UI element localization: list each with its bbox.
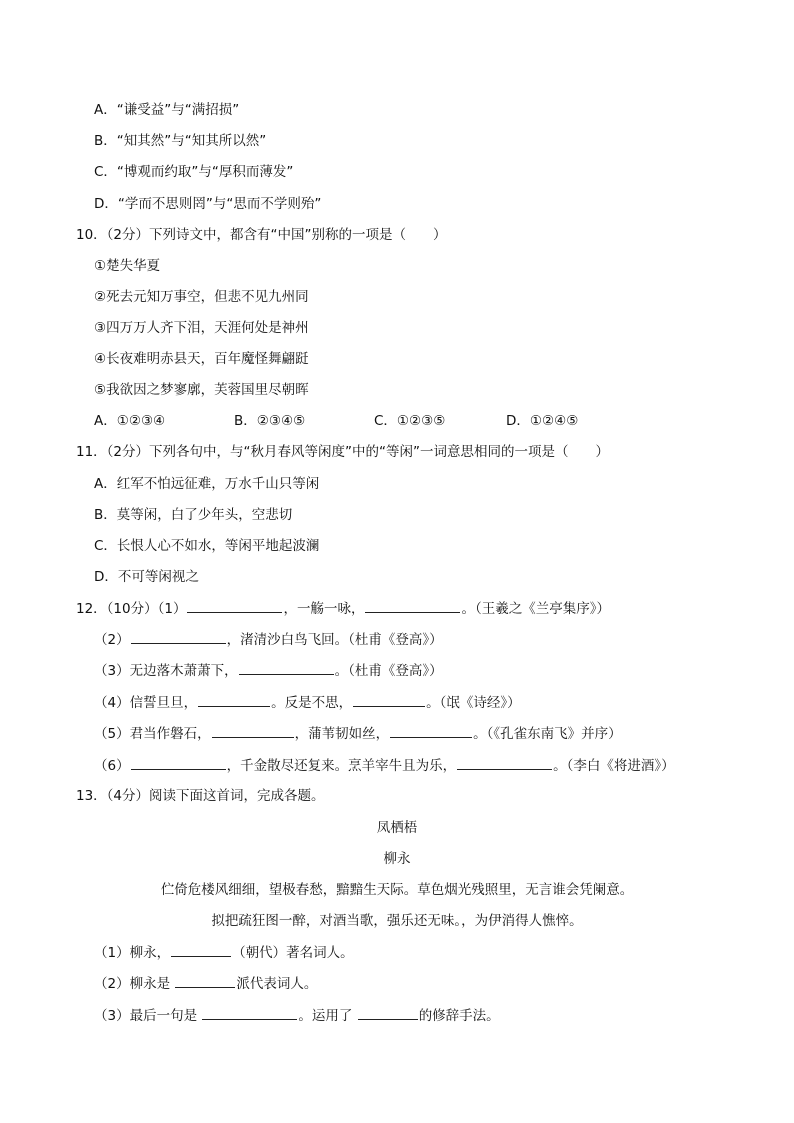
answer-blank[interactable] [239, 660, 334, 675]
answer-blank[interactable] [202, 1005, 297, 1020]
q12-line-4 [94, 692, 521, 712]
poem-verse-1: 伫倚危楼风细细，望极春愁，黯黯生天际。草色烟光残照里，无言谁会凭阑意。 [160, 882, 634, 898]
q10-option-c: C．①②③⑤ [374, 413, 446, 429]
answer-blank[interactable] [187, 598, 282, 613]
q10-option-b: B．②③④⑤ [234, 413, 306, 429]
q10-stem: 10．（2分）下列诗文中，都含有“中国”别称的一项是（ ） [76, 227, 447, 243]
answer-blank[interactable] [358, 1005, 418, 1020]
q12-l5-mid: ，蒲苇韧如丝， [294, 726, 390, 742]
q11-option-a: A．红军不怕远征难，万水千山只等闲 [94, 476, 320, 492]
q13-sub-3 [94, 1005, 500, 1025]
answer-blank[interactable] [131, 629, 226, 644]
q10-item-5: ⑤我欲因之梦寥廓，芙蓉国里尽朝晖 [94, 382, 309, 398]
answer-blank[interactable] [212, 723, 294, 738]
q13-sub-2 [94, 973, 317, 993]
q12-l3-prefix: （3）无边落木萧萧下， [94, 663, 238, 679]
answer-blank[interactable] [457, 755, 552, 770]
q9-option-d: D．“学而不思则罔”与“思而不学则殆” [94, 196, 322, 212]
q10-item-1: ①楚失华夏 [94, 258, 161, 274]
q10-item-4: ④长夜难明赤县天，百年魔怪舞翩跹 [94, 351, 309, 367]
q12-l3-suffix: 。（杜甫《登高》） [334, 663, 443, 679]
q12-l6-suffix: 。（李白《将进酒》） [553, 758, 675, 774]
q10-options [94, 411, 578, 431]
answer-blank[interactable] [171, 942, 231, 957]
q10-item-3: ③四万万人齐下泪，天涯何处是神州 [94, 320, 309, 336]
q12-line-6 [94, 755, 675, 775]
q13-s3-mid: 。运用了 [298, 1008, 357, 1024]
q10-item-2: ②死去元知万事空，但悲不见九州同 [94, 289, 309, 305]
poem-author: 柳永 [383, 851, 411, 867]
q12-l1-suffix: 。（王羲之《兰亭集序》） [461, 601, 610, 617]
answer-blank[interactable] [198, 692, 270, 707]
q11-option-b: B．莫等闲，白了少年头，空悲切 [94, 507, 293, 523]
q12-l5-suffix: 。（《孔雀东南飞》并序） [473, 726, 622, 742]
q13-s1-suffix: （朝代）著名词人。 [232, 945, 354, 961]
q12-l6-prefix: （6） [94, 758, 130, 774]
q9-option-c: C．“博观而约取”与“厚积而薄发” [94, 164, 294, 180]
q13-sub-1 [94, 942, 354, 962]
q13-s3-suffix: 的修辞手法。 [418, 1008, 500, 1024]
q12-l4-suffix: 。（氓《诗经》） [426, 695, 521, 711]
q12-l1-mid: ，一觞一咏， [283, 601, 365, 617]
q13-s1-prefix: （1）柳永， [94, 945, 171, 961]
q9-option-a: A．“谦受益”与“满招损” [94, 102, 240, 118]
answer-blank[interactable] [353, 692, 425, 707]
q12-l2-suffix: ，渚清沙白鸟飞回。（杜甫《登高》） [226, 632, 443, 648]
q12-l2-prefix: （2） [94, 632, 130, 648]
q11-stem: 11．（2分）下列各句中，与“秋月春风等闲度”中的“等闲”一词意思相同的一项是（ ） [76, 444, 609, 460]
q12-l4-mid: 。反是不思， [271, 695, 353, 711]
answer-blank[interactable] [175, 973, 235, 988]
q12-l1-prefix: 12．（10分）（1） [76, 601, 187, 617]
answer-blank[interactable] [365, 598, 460, 613]
q11-option-d: D．不可等闲视之 [94, 569, 199, 585]
q12-line-5 [94, 723, 622, 743]
q12-l4-prefix: （4）信誓旦旦， [94, 695, 198, 711]
q12-line-1 [76, 598, 610, 618]
q10-option-a: A．①②③④ [94, 413, 166, 429]
answer-blank[interactable] [131, 755, 226, 770]
q11-option-c: C．长恨人心不如水，等闲平地起波澜 [94, 538, 320, 554]
answer-blank[interactable] [390, 723, 472, 738]
q13-s3-prefix: （3）最后一句是 [94, 1008, 202, 1024]
q13-stem: 13．（4分）阅读下面这首词，完成各题。 [76, 788, 325, 804]
poem-verse-2: 拟把疏狂图一醉，对酒当歌，强乐还无味。，为伊消得人憔悴。 [211, 913, 583, 929]
q12-l6-mid: ，千金散尽还复来。烹羊宰牛且为乐， [226, 758, 457, 774]
q12-line-3 [94, 660, 443, 680]
q12-line-2 [94, 629, 443, 649]
q12-l5-prefix: （5）君当作磐石， [94, 726, 211, 742]
q10-option-d: D．①②④⑤ [506, 413, 579, 429]
poem-title: 凤栖梧 [376, 820, 418, 836]
q13-s2-prefix: （2）柳永是 [94, 976, 175, 992]
q9-option-b: B．“知其然”与“知其所以然” [94, 133, 267, 149]
q13-s2-suffix: 派代表词人。 [236, 976, 318, 992]
